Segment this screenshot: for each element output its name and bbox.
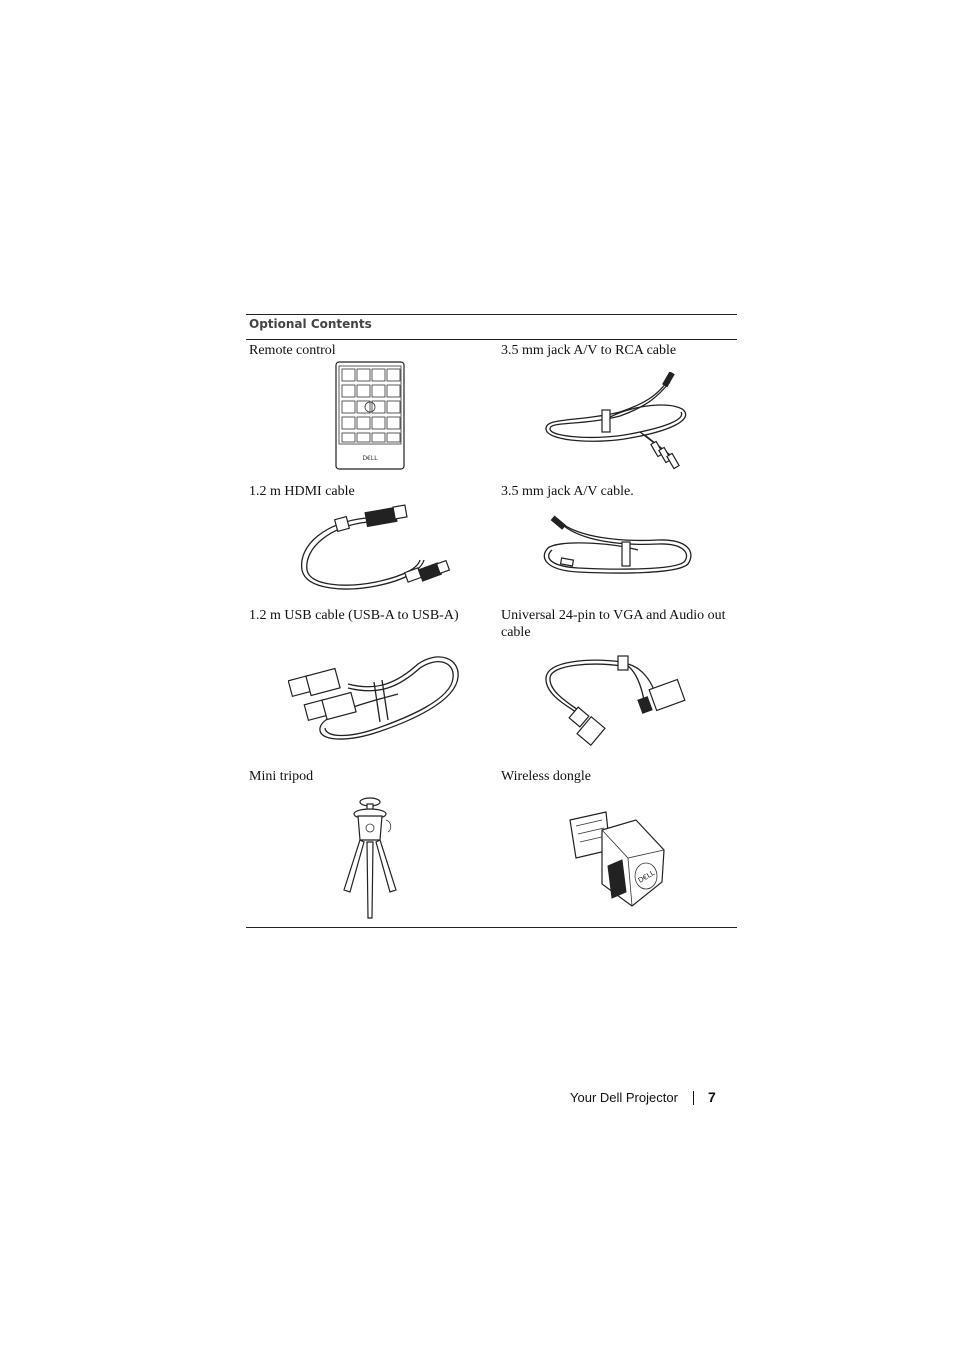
table-bottom-rule: [246, 927, 737, 928]
table-top-rule: [246, 314, 737, 315]
page-number: 7: [708, 1089, 716, 1105]
footer-title: Your Dell Projector: [570, 1090, 678, 1105]
table-heading: Optional Contents: [249, 317, 372, 331]
tripod-icon: [336, 796, 412, 922]
item-label-remote-control: Remote control: [249, 343, 336, 358]
item-label-av-cable: 3.5 mm jack A/V cable.: [501, 484, 634, 499]
hdmi-cable-icon: [296, 500, 454, 596]
footer-separator: [693, 1091, 694, 1105]
usb-cable-icon: [288, 652, 464, 744]
svg-text:D€LL: D€LL: [362, 455, 378, 462]
wireless-dongle-icon: [566, 810, 668, 910]
item-label-rca-cable: 3.5 mm jack A/V to RCA cable: [501, 343, 677, 358]
item-label-tripod: Mini tripod: [249, 769, 314, 784]
table-heading-rule: [246, 339, 737, 340]
item-label-usb-cable: 1.2 m USB cable (USB-A to USB-A): [249, 608, 459, 623]
remote-control-icon: [334, 361, 406, 471]
av-cable-icon: [538, 512, 696, 580]
svg-text:D€LL: D€LL: [636, 868, 657, 885]
item-label-wireless-dongle: Wireless dongle: [501, 769, 592, 784]
item-label-hdmi-cable: 1.2 m HDMI cable: [249, 484, 355, 499]
item-label-vga-audio-cable: Universal 24-pin to VGA and Audio out cable: [501, 608, 726, 640]
vga-audio-cable-icon: [542, 650, 692, 746]
rca-cable-icon: [540, 372, 692, 474]
